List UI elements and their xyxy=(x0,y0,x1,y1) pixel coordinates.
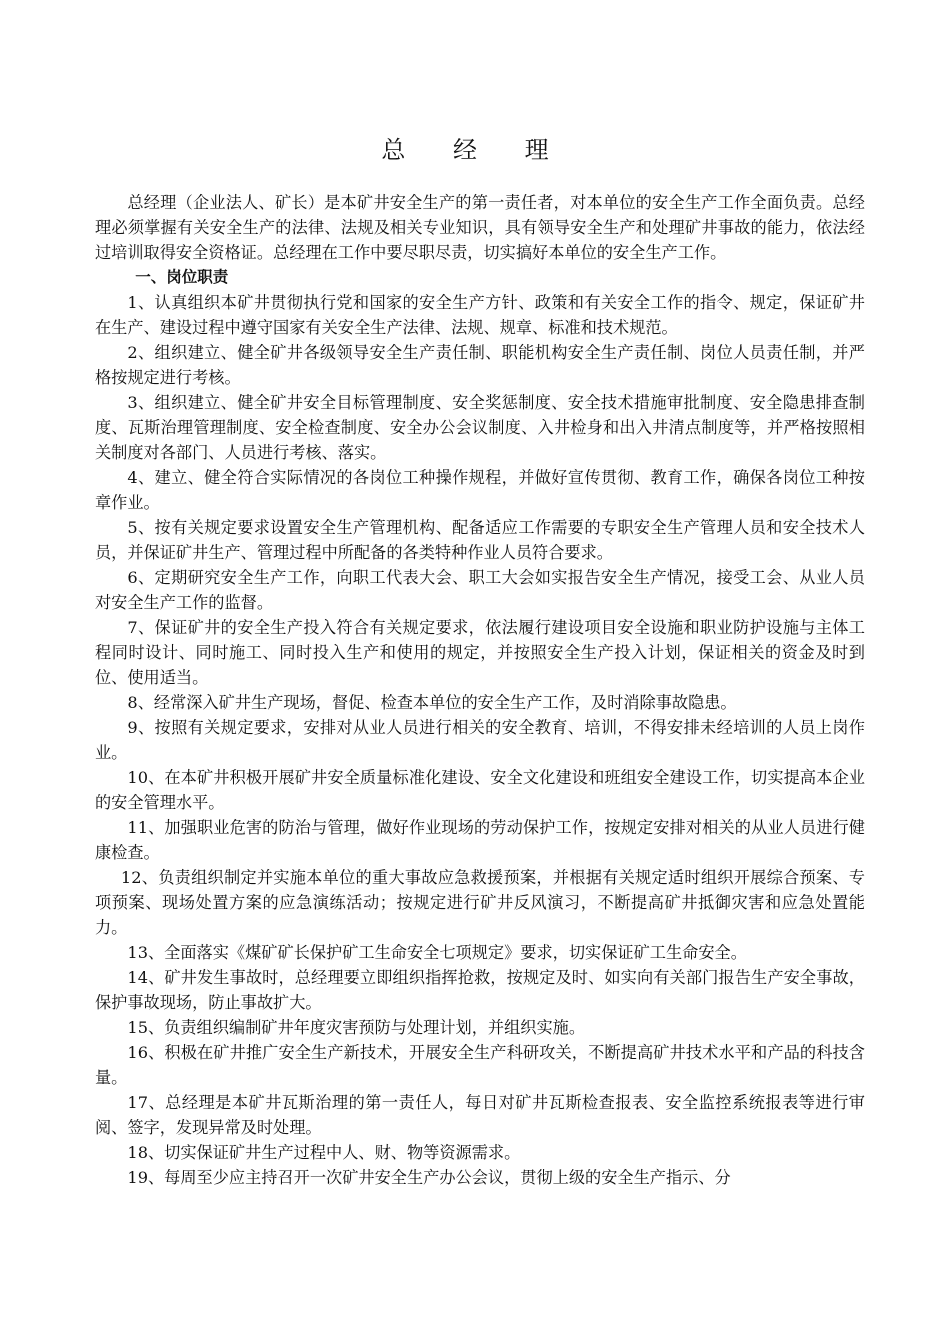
duty-item-7: 7、保证矿井的安全生产投入符合有关规定要求，依法履行建设项目安全设施和职业防护设施与主体工程同时设计、同时施工、同时投入生产和使用的规定，并按照安全生产投入计划，保证相关的资金及时到位、使用适当。 xyxy=(95,618,865,687)
duty-item-18: 18、切实保证矿井生产过程中人、财、物等资源需求。 xyxy=(127,1143,521,1162)
page-title: 总 经 理 xyxy=(381,136,569,164)
duty-item-14: 14、矿井发生事故时，总经理要立即组织指挥抢救，按规定及时、如实向有关部门报告生产安全事故，保护事故现场，防止事故扩大。 xyxy=(95,968,865,1012)
duty-item-3: 3、组织建立、健全矿井安全目标管理制度、安全奖惩制度、安全技术措施审批制度、安全隐患排查制度、瓦斯治理管理制度、安全检查制度、安全办公会议制度、入井检身和出入井清点制度等，并严格按照相关制度对各部门、人员进行考核、落实。 xyxy=(95,393,865,462)
duty-item-1: 1、认真组织本矿井贯彻执行党和国家的安全生产方针、政策和有关安全工作的指令、规定，保证矿井在生产、建设过程中遵守国家有关安全生产法律、法规、规章、标准和技术规范。 xyxy=(95,293,865,337)
duty-item-6: 6、定期研究安全生产工作，向职工代表大会、职工大会如实报告安全生产情况，接受工会、从业人员对安全生产工作的监督。 xyxy=(95,568,865,612)
duty-item-8: 8、经常深入矿井生产现场，督促、检查本单位的安全生产工作，及时消除事故隐患。 xyxy=(127,693,737,712)
duty-item-12: 12、负责组织制定并实施本单位的重大事故应急救援预案，并根据有关规定适时组织开展综合预案、专项预案、现场处置方案的应急演练活动；按规定进行矿井反风演习，不断提高矿井抵御灾害和应急处置能力。 xyxy=(95,868,865,937)
duty-item-5: 5、按有关规定要求设置安全生产管理机构、配备适应工作需要的专职安全生产管理人员和安全技术人员，并保证矿井生产、管理过程中所配备的各类特种作业人员符合要求。 xyxy=(95,518,865,562)
duty-item-11: 11、加强职业危害的防治与管理，做好作业现场的劳动保护工作，按规定安排对相关的从业人员进行健康检查。 xyxy=(95,818,865,862)
document-body xyxy=(95,190,865,1190)
duty-item-19: 19、每周至少应主持召开一次矿井安全生产办公会议，贯彻上级的安全生产指示、分 xyxy=(127,1168,731,1187)
intro-paragraph: 总经理（企业法人、矿长）是本矿井安全生产的第一责任者，对本单位的安全生产工作全面负责。总经理必须掌握有关安全生产的法律、法规及相关专业知识，具有领导安全生产和处理矿井事故的能力，依法经过培训取得安全资格证。总经理在工作中要尽职尽责，切实搞好本单位的安全生产工作。 xyxy=(95,193,865,262)
duty-item-2: 2、组织建立、健全矿井各级领导安全生产责任制、职能机构安全生产责任制、岗位人员责任制，并严格按规定进行考核。 xyxy=(95,343,865,387)
duty-item-9: 9、按照有关规定要求，安排对从业人员进行相关的安全教育、培训，不得安排未经培训的人员上岗作业。 xyxy=(95,718,865,762)
section-heading: 一、岗位职责 xyxy=(135,268,229,286)
duty-item-15: 15、负责组织编制矿井年度灾害预防与处理计划，并组织实施。 xyxy=(127,1018,586,1037)
duty-item-4: 4、建立、健全符合实际情况的各岗位工种操作规程，并做好宣传贯彻、教育工作，确保各岗位工种按章作业。 xyxy=(95,468,865,512)
duty-item-13: 13、全面落实《煤矿矿长保护矿工生命安全七项规定》要求，切实保证矿工生命安全。 xyxy=(127,943,747,962)
duty-item-16: 16、积极在矿井推广安全生产新技术，开展安全生产科研攻关，不断提高矿井技术水平和产品的科技含量。 xyxy=(95,1043,865,1087)
duty-item-10: 10、在本矿井积极开展矿井安全质量标准化建设、安全文化建设和班组安全建设工作，切实提高本企业的安全管理水平。 xyxy=(95,768,865,812)
duty-item-17: 17、总经理是本矿井瓦斯治理的第一责任人，每日对矿井瓦斯检查报表、安全监控系统报表等进行审阅、签字，发现异常及时处理。 xyxy=(95,1093,865,1137)
